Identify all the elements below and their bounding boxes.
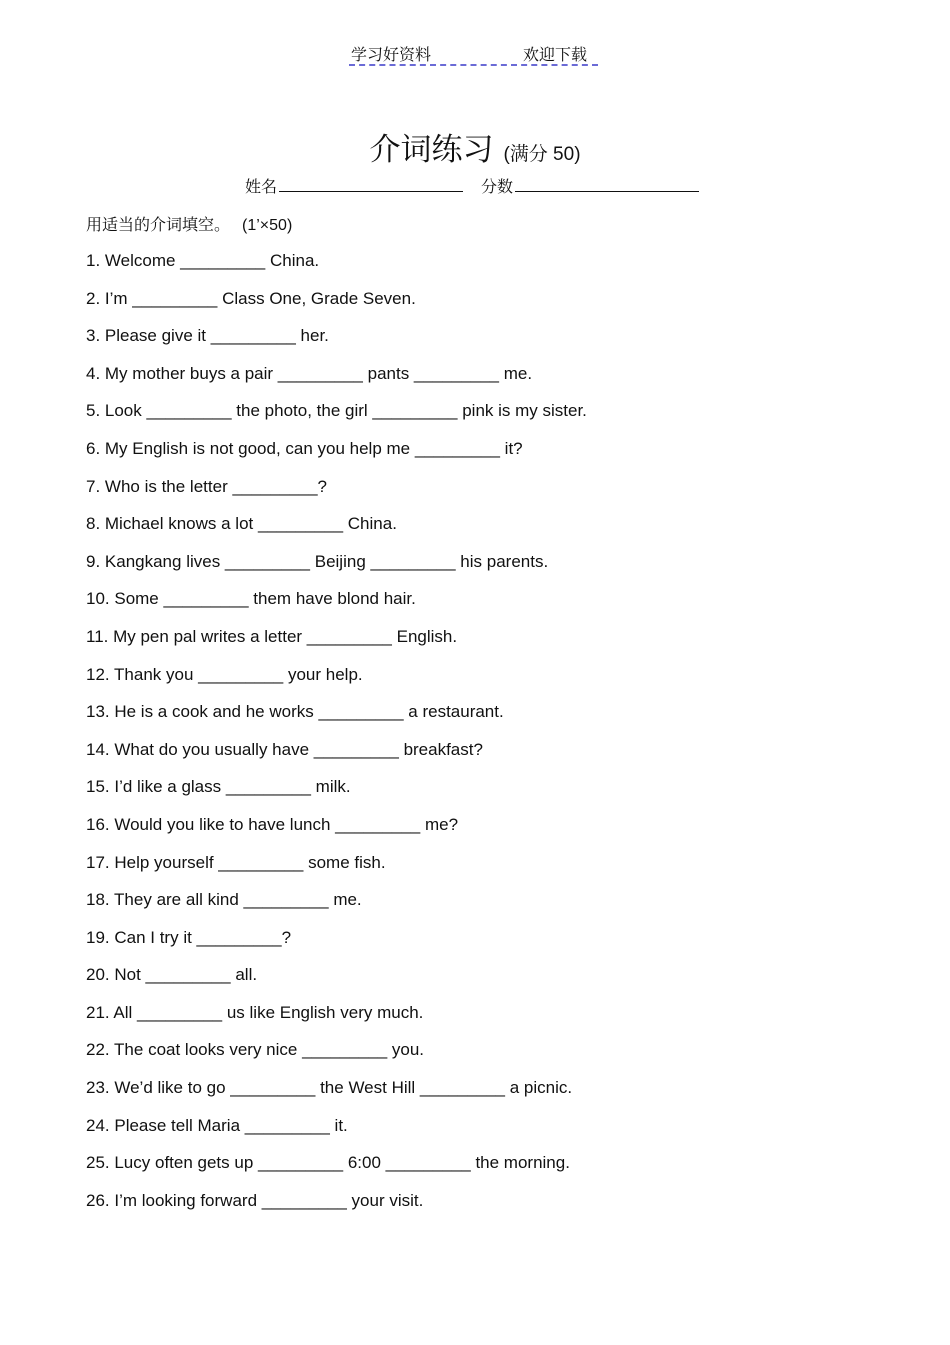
- question-item: 10. Some _________ them have blond hair.: [86, 589, 416, 609]
- question-item: 6. My English is not good, can you help me _________ it?: [86, 438, 523, 458]
- question-item: 9. Kangkang lives _________ Beijing _________ his parents.: [86, 551, 549, 571]
- question-item: 7. Who is the letter _________?: [86, 476, 327, 496]
- question-item: 17. Help yourself _________ some fish.: [86, 852, 386, 872]
- question-item: 1. Welcome _________ China.: [86, 251, 320, 270]
- question-item: 19. Can I try it _________?: [86, 927, 292, 947]
- question-item: 24. Please tell Maria _________ it.: [86, 1115, 348, 1135]
- question-item: 8. Michael knows a lot _________ China.: [86, 514, 397, 534]
- question-item: 15. I’d like a glass _________ milk.: [86, 777, 351, 797]
- page-title: 介词练习: [369, 132, 494, 168]
- question-item: 25. Lucy often gets up _________ 6:00 _________ the morning.: [86, 1153, 570, 1173]
- instruction-score: (1’×50): [242, 217, 293, 234]
- question-item: 3. Please give it _________ her.: [86, 326, 329, 346]
- question-item: 5. Look _________ the photo, the girl _________ pink is my sister.: [86, 401, 587, 421]
- question-item: 23. We’d like to go _________ the West Hill _________ a picnic.: [86, 1078, 573, 1098]
- question-item: 22. The coat looks very nice _________ you.: [86, 1040, 425, 1060]
- name-blank[interactable]: [279, 177, 463, 192]
- question-list: [86, 250, 587, 1227]
- title-row: [0, 124, 950, 169]
- header-right-text: 欢迎下载: [523, 45, 588, 64]
- question-item: 21. All _________ us like English very much.: [86, 1002, 424, 1022]
- question-item: 26. I’m looking forward _________ your visit.: [86, 1190, 424, 1210]
- title-full-score: (满分 50): [503, 144, 581, 165]
- question-item: 2. I’m _________ Class One, Grade Seven.: [86, 288, 416, 308]
- page-header: [349, 42, 598, 66]
- question-item: 14. What do you usually have _________ breakfast?: [86, 739, 483, 759]
- question-item: 11. My pen pal writes a letter _________ English.: [86, 626, 458, 646]
- question-item: 13. He is a cook and he works _________ a restaurant.: [86, 702, 504, 722]
- name-label: 姓名: [245, 177, 278, 196]
- question-item: 12. Thank you _________ your help.: [86, 664, 363, 684]
- question-item: 18. They are all kind _________ me.: [86, 890, 362, 910]
- instruction-text: 用适当的介词填空。: [86, 215, 231, 234]
- score-label: 分数: [481, 177, 514, 196]
- header-left-text: 学习好资料: [351, 45, 432, 64]
- score-blank[interactable]: [515, 177, 699, 192]
- instruction: [86, 212, 292, 235]
- question-item: 4. My mother buys a pair _________ pants _________ me.: [86, 363, 533, 383]
- name-score-row: [245, 174, 717, 197]
- question-item: 16. Would you like to have lunch _________ me?: [86, 814, 459, 834]
- question-item: 20. Not _________ all.: [86, 965, 258, 985]
